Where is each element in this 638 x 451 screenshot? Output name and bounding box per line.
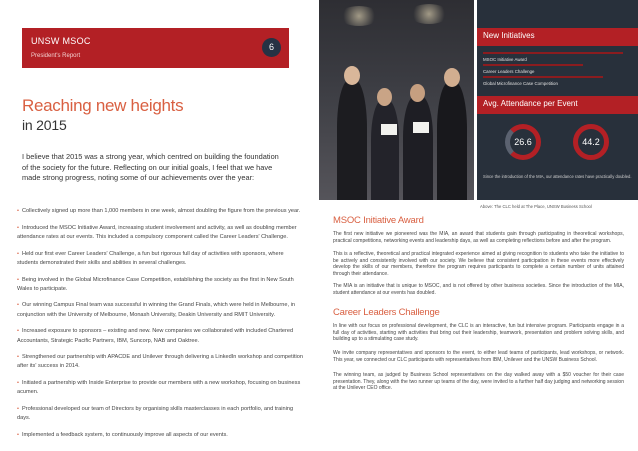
bullet-icon: • <box>17 250 19 257</box>
clc-paragraph-2: We invite company representatives and sponsors to the event, to either lead teams of participants, lead workshops, or network. This year, we connected our CLC participants with representatives from IBM, Unilever and the UNSW Business School. <box>333 350 624 363</box>
event-photo <box>319 0 474 200</box>
bullet-icon: • <box>17 224 19 231</box>
person-head <box>377 88 392 106</box>
attendance-before-stat: 26.6 <box>505 124 541 160</box>
mia-paragraph-2: This is a reflective, theoretical and practical integrated experience aimed at giving recognition to students who take the initiative to be actively and consistently involved with our society. We believe that consistent participation in these events more effectively develop the skills of our members, therefore the program requires participants to complete a certain number of units attained through their attendance. <box>333 251 624 277</box>
person-silhouette <box>371 100 399 200</box>
list-item: • Being involved in the Global Microfinance Case Competition, establishing the society as the first in New South Wales to participate. <box>17 276 294 292</box>
initiatives-title: New Initiatives <box>483 31 535 40</box>
bullet-icon: • <box>17 354 19 361</box>
list-item: • Professional developed our team of Directors by organising skills masterclasses in each portfolio, and training days. <box>17 406 294 422</box>
header-band <box>22 28 289 68</box>
bullet-icon: • <box>17 328 19 335</box>
achievements-list <box>15 207 306 448</box>
person-silhouette <box>403 96 433 200</box>
certificate <box>381 124 397 135</box>
mia-paragraph-3: The MIA is an initiative that is unique to MSOC, and is not offered by other business societies. Since the introduction of the MIA, student attendance at our events has doubled. <box>333 283 624 296</box>
certificate <box>413 122 429 133</box>
bullet-icon: • <box>17 302 19 309</box>
ceiling-light <box>339 6 379 26</box>
list-item: • Our winning Campus Final team was successful in winning the Grand Finals, which were held in Melbourne, in conjunction with the University of Melbourne, Monash University, Deakin University and RMIT University. <box>17 302 295 318</box>
list-item: • Held our first ever Career Leaders' Challenge, a fun but rigorous full day of activities with sponsors, where students demonstrated their skills and abilities in several challenges. <box>17 250 284 266</box>
divider <box>483 52 623 54</box>
list-item: • Implemented a feedback system, to continuously improve all aspects of our events. <box>17 431 228 438</box>
clc-paragraph-1: In line with our focus on professional development, the CLC is an interactive, fun but intensive program. Participants engage in a full day of activities, starting with activities that bring out their leadership, teamwork, presentation and problem solving skills, and building up to a stimulating case study. <box>333 323 624 343</box>
list-item: • Collectively signed up more than 1,000 members in one week, almost doubling the figure from the previous year. <box>17 208 301 214</box>
photo-caption: Above: The CLC held at The Place, UNSW Business School <box>480 204 592 209</box>
headline-line1: Reaching new heights <box>22 96 184 115</box>
divider <box>483 64 583 66</box>
bullet-icon: • <box>17 431 19 438</box>
person-head <box>410 84 425 102</box>
bullet-icon: • <box>17 208 19 214</box>
attendance-title: Avg. Attendance per Event <box>483 99 578 108</box>
attendance-after-stat: 44.2 <box>573 124 609 160</box>
bullet-icon: • <box>17 380 19 387</box>
initiative-item: Global Microfinance Case Competition <box>483 81 558 86</box>
list-item: • Initiated a partnership with Inside Enterprise to provide our members with a new workshop, focusing on business acumen. <box>17 380 301 396</box>
list-item: • Introduced the MSOC Initiative Award, increasing student involvement and activity, as well as doubling member attendance rates at our events. This included a compulsory component called the Career Leaders' Challenge. <box>17 224 297 240</box>
person-silhouette <box>437 82 467 200</box>
stats-panel <box>477 0 638 200</box>
report-title: President's Report <box>31 53 81 59</box>
bullet-icon: • <box>17 276 19 283</box>
right-page <box>319 0 638 451</box>
mia-paragraph-1: The first new initiative we pioneered was the MIA, an award that students gain through participating in theoretical workshops, practical competitions, networking events and leadership days, as well as completing reflections before and after the program. <box>333 231 624 244</box>
list-item: • Strengthened our partnership with APACDE and Unilever through delivering a LinkedIn workshop and competition after its' success in 2014. <box>17 354 303 370</box>
headline-line2: in 2015 <box>22 117 67 133</box>
page-number-badge: 6 <box>262 38 281 57</box>
clc-heading: Career Leaders Challenge <box>333 307 440 318</box>
bullet-icon: • <box>17 406 19 413</box>
ceiling-light <box>409 4 449 24</box>
intro-paragraph: I believe that 2015 was a strong year, which centred on building the foundation of the society for the future. Reflecting on our initial goals, I feel that we have made strong progress, noting some of our achievements over the year: <box>22 152 279 182</box>
clc-paragraph-3: The winning team, as judged by Business School representatives on the day walked away with a $50 voucher for their case presentation. They, along with the two runner up teams of the day, were invited to a further half day judging and networking session at the Unilever CEO office. <box>333 372 624 392</box>
divider <box>483 76 603 78</box>
person-head <box>444 68 460 87</box>
stats-note: Since the introduction of the MIA, our attendance rates have practically doubled. <box>483 174 632 179</box>
mia-heading: MSOC Initiative Award <box>333 215 424 226</box>
initiative-item: MSOC Initiative Award <box>483 57 527 62</box>
initiative-item: Career Leaders Challenge <box>483 69 535 74</box>
list-item: • Increased exposure to sponsors – existing and new. New companies we collaborated with included Chartered Accountants, Strategic Pacific Partners, IBM, Suncorp, NAB and Oaktree. <box>17 328 294 344</box>
org-name: UNSW MSOC <box>31 36 91 46</box>
person-head <box>344 66 360 85</box>
person-silhouette <box>337 80 367 200</box>
